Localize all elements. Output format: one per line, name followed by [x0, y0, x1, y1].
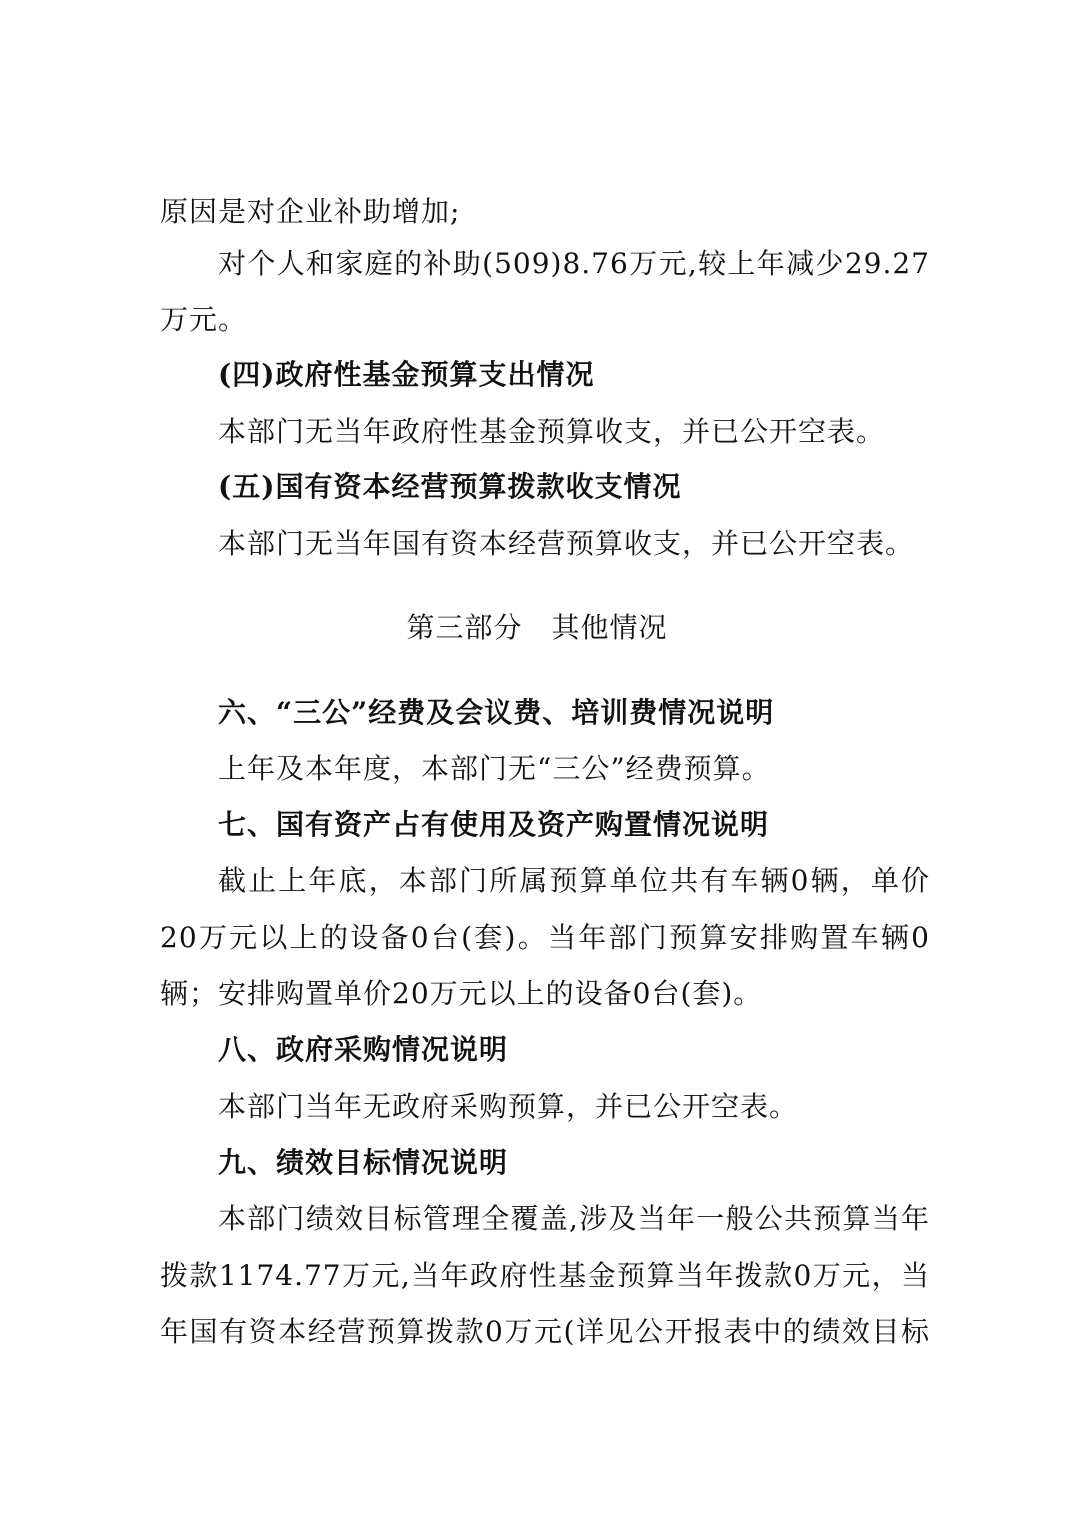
paragraph-line: 本部门绩效目标管理全覆盖,涉及当年一般公共预算当年 [218, 1202, 930, 1235]
subsection-heading: (四)政府性基金预算支出情况 [218, 358, 595, 391]
part-title: 第三部分 其他情况 [406, 611, 668, 644]
paragraph-line: 拨款1174.77万元,当年政府性基金预算当年拨款0万元，当 [160, 1259, 930, 1292]
paragraph-line: 上年及本年度，本部门无“三公”经费预算。 [218, 752, 771, 785]
paragraph-line: 对个人和家庭的补助(509)8.76万元,较上年减少29.27 [218, 247, 930, 280]
paragraph-line: 20万元以上的设备0台(套)。当年部门预算安排购置车辆0 [160, 921, 930, 954]
paragraph-line: 原因是对企业补助增加; [160, 195, 461, 228]
paragraph-line: 年国有资本经营预算拨款0万元(详见公开报表中的绩效目标 [160, 1315, 930, 1348]
section-heading: 七、国有资产占有使用及资产购置情况说明 [218, 808, 770, 841]
paragraph-line: 截止上年底，本部门所属预算单位共有车辆0辆，单价 [218, 864, 930, 897]
section-heading: 六、“三公”经费及会议费、培训费情况说明 [218, 696, 775, 729]
subsection-heading: (五)国有资本经营预算拨款收支情况 [218, 470, 682, 503]
paragraph-line: 万元。 [160, 303, 248, 336]
paragraph-line: 本部门无当年国有资本经营预算收支，并已公开空表。 [218, 527, 915, 560]
paragraph-line: 本部门当年无政府采购预算，并已公开空表。 [218, 1090, 799, 1123]
section-heading: 九、绩效目标情况说明 [218, 1146, 509, 1179]
section-heading: 八、政府采购情况说明 [218, 1033, 509, 1066]
paragraph-line: 辆；安排购置单价20万元以上的设备0台(套)。 [160, 977, 763, 1010]
paragraph-line: 本部门无当年政府性基金预算收支，并已公开空表。 [218, 415, 886, 448]
